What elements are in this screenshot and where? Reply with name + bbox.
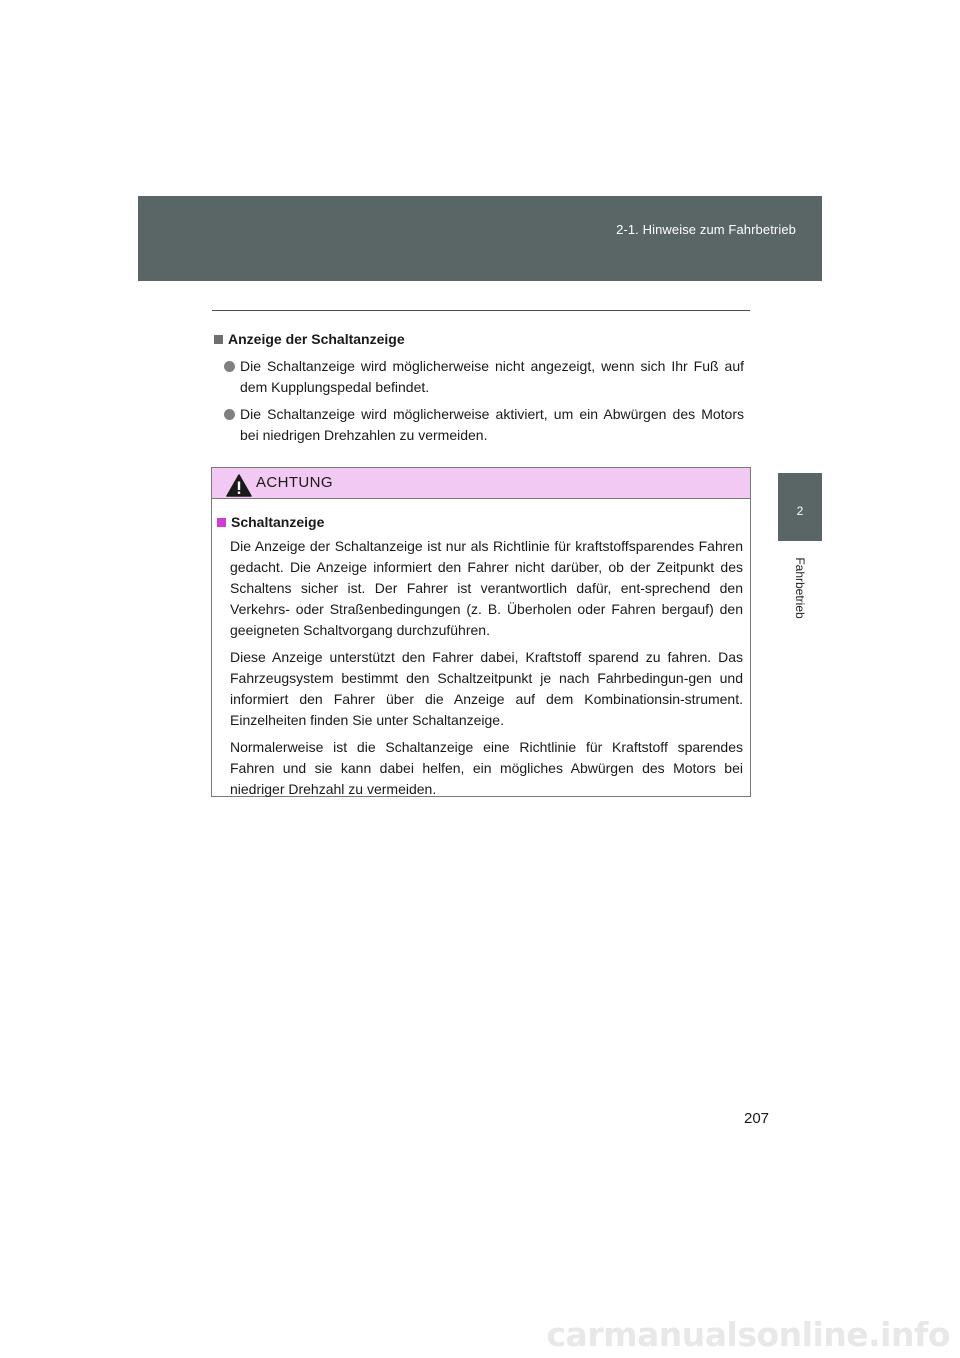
warning-paragraph: Normalerweise ist die Schaltanzeige eine Richtlinie für Kraftstoff sparendes Fahren und sie kann dabei helfen, ein mögliches Abwürgen des Motors bei niedriger Drehzahl zu vermeiden. [230,739,743,797]
chapter-number: 2 [796,504,804,518]
list-item [214,356,744,398]
warning-box [211,467,751,797]
info-section [214,329,744,446]
info-heading-text: Anzeige der Schaltanzeige [228,331,405,347]
list-item-text: Die Schaltanzeige wird möglicherweise nicht angezeigt, wenn sich Ihr Fuß auf dem Kupplungspedal befindet. [240,358,744,395]
header-band [138,196,822,281]
watermark-text[interactable]: carmanualsonline.info [546,1315,950,1354]
page-number: 207 [744,1110,770,1127]
warning-paragraph: Die Anzeige der Schaltanzeige ist nur als Richtlinie für kraftstoffsparendes Fahren gedacht. Die Anzeige informiert den Fahrer nicht darüber, ob der Zeitpunkt des Schaltens sicher ist. Der Fahrer ist verantwortlich dafür, ent-sprechend den Verkehrs- oder Straßenbedingungen (z. B. Überholen oder Fahren bergauf) den geeigneten Schaltvorgang durchzuführen. [230,538,743,638]
warning-title: ACHTUNG [256,474,333,491]
warning-body [212,499,750,800]
warning-paragraph: Diese Anzeige unterstützt den Fahrer dabei, Kraftstoff sparend zu fahren. Das Fahrzeugsystem bestimmt den Schaltzeitpunkt je nach Fahrbedingun-gen und informiert den Fahrer über die Anzeige auf dem Kombinationsin-strument. Einzelheiten finden Sie unter Schaltanzeige. [230,649,743,728]
square-bullet-icon [217,518,226,527]
chapter-label: Fahrbetrieb [793,557,807,619]
warning-heading [217,512,743,533]
list-item-text: Die Schaltanzeige wird möglicherweise aktiviert, um ein Abwürgen des Motors bei niedrigen Drehzahlen zu vermeiden. [240,406,744,443]
info-heading [214,329,744,350]
warning-heading-text: Schaltanzeige [231,514,325,530]
bullet-dot-icon [224,409,235,420]
section-divider [212,310,750,311]
square-bullet-icon [214,335,223,344]
warning-triangle-icon [226,474,252,497]
warning-header [212,468,750,499]
list-item [214,404,744,446]
watermark-bar [0,1312,960,1358]
bullet-dot-icon [224,361,235,372]
section-title: 2-1. Hinweise zum Fahrbetrieb [616,222,796,237]
chapter-tab [778,473,822,541]
